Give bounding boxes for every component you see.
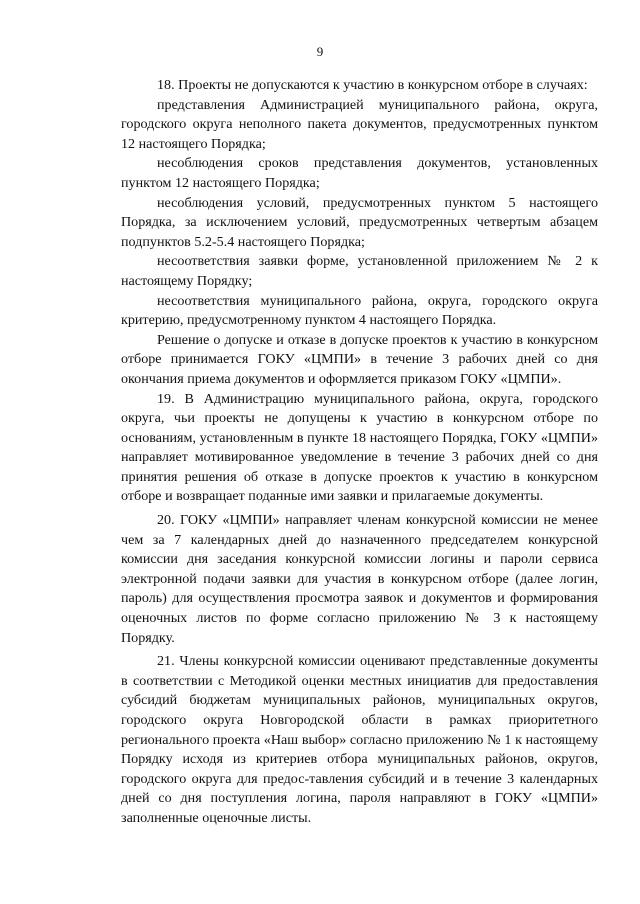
paragraph-18-case-4: несоответствия заявки форме, установленной приложением № 2 к настоящему Порядку;: [121, 253, 598, 289]
paragraph-18-case-3: несоблюдения условий, предусмотренных пунктом 5 настоящего Порядка, за исключением условий, предусмотренных четвертым абзацем подпунктов 5.2-5.4 настоящего Порядка;: [121, 194, 598, 250]
document-body: [121, 76, 598, 829]
paragraph-19: 19. В Администрацию муниципального района, округа, городского округа, чьи проекты не допущены к участию в конкурсном отборе по основаниям, установленным в пункте 18 настоящего Порядка, ГОКУ «ЦМПИ» направляет мотивированное уведомление в течение 3 рабочих дней со дня принятия решения об отказе в допуске проектов к участию в конкурсном отборе и возвращает поданные ими заявки и прилагаемые документы.: [121, 390, 598, 505]
paragraph-21: 21. Члены конкурсной комиссии оценивают представленные документы в соответствии с Методикой оценки местных инициатив для предоставления субсидий бюджетам муниципальных районов, муниципальных округов, городского округа Новгородской области в рамках приоритетного регионального проекта «Наш выбор» согласно приложению № 1 к настоящему Порядку исходя из критериев отбора муниципальных районов, округов, городского округа для предос-тавления субсидий и в течение 3 календарных дней со дня поступления логина, пароля направляют в ГОКУ «ЦМПИ» заполненные оценочные листы.: [121, 653, 598, 826]
paragraph-18-case-2: несоблюдения сроков представления документов, установленных пунктом 12 настоящего Порядка;: [121, 155, 598, 191]
paragraph-18-case-5: несоответствия муниципального района, округа, городского округа критерию, предусмотренному пунктом 4 настоящего Порядка.: [121, 292, 598, 329]
paragraph-20: 20. ГОКУ «ЦМПИ» направляет членам конкурсной комиссии не менее чем за 7 календарных дней до назначенного председателем конкурсной комиссии дня заседания конкурсной комиссии логины и пароли сервиса электронной подачи заявки для участия в конкурсном отборе (далее логин, пароль) для осуществления просмотра заявок и документов и формирования оценочных листов по форме согласно приложению № 3 к настоящему Порядку.: [121, 512, 598, 646]
paragraph-18-decision: Решение о допуске и отказе в допуске проектов к участию в конкурсном отборе принимается ГОКУ «ЦМПИ» в течение 3 рабочих дней со дня окончания приема документов и оформляется приказом ГОКУ «ЦМПИ».: [121, 331, 598, 387]
page-number: 9: [316, 44, 324, 59]
paragraph-18-case-1: представления Администрацией муниципального района, округа, городского округа неполного пакета документов, предусмотренных пунктом 12 настоящего Порядка;: [121, 96, 598, 152]
paragraph-18-intro: 18. Проекты не допускаются к участию в конкурсном отборе в случаях:: [157, 77, 588, 93]
